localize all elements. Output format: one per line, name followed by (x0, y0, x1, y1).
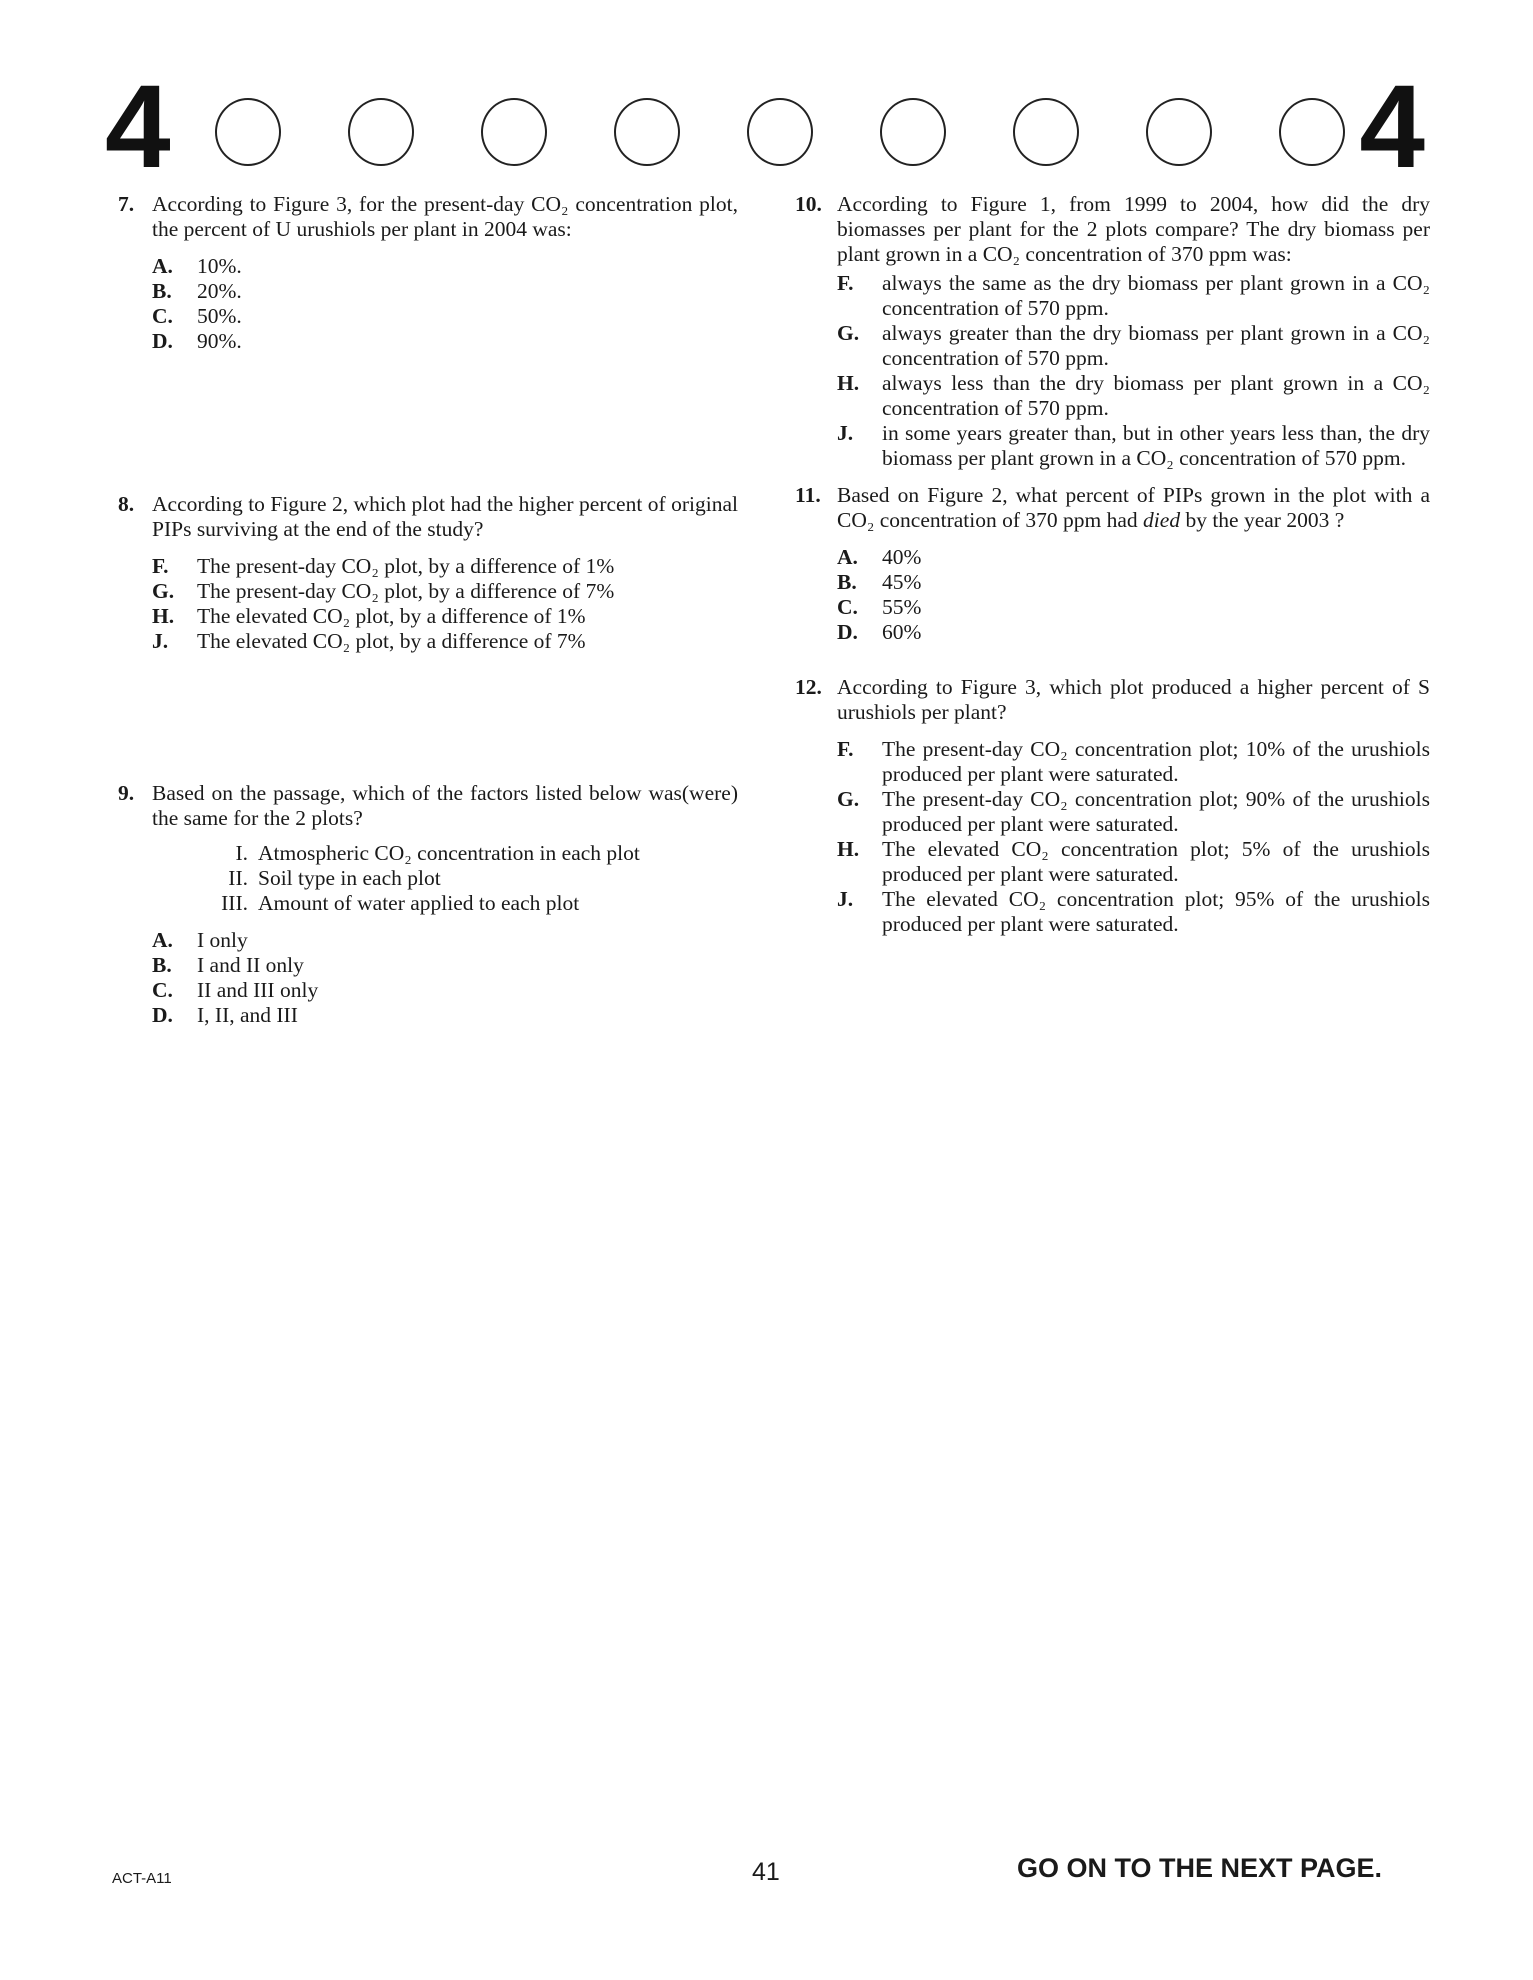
answer-option[interactable] (837, 620, 1430, 645)
option-text: always greater than the dry biomass per plant grown in a CO₂ concentration of 570 ppm. (882, 321, 1430, 370)
question-12 (795, 675, 1430, 937)
answer-option[interactable] (837, 570, 1430, 595)
roman-numeral: II. (228, 866, 248, 890)
option-letter: F. (837, 271, 854, 295)
section-number-right: 4 (1359, 61, 1425, 193)
answer-options (118, 254, 738, 354)
answer-option[interactable] (837, 321, 1430, 371)
option-letter: A. (152, 928, 173, 952)
option-letter: G. (837, 787, 860, 811)
option-letter: F. (152, 554, 169, 578)
question-stem: Based on the passage, which of the factors listed below was(were) the same for the 2 plots? (152, 781, 738, 830)
question-stem: According to Figure 3, for the present-day CO₂ concentration plot, the percent of U urushiols per plant in 2004 was: (152, 192, 738, 241)
question-number: 10. (795, 192, 822, 216)
option-letter: H. (837, 371, 860, 395)
option-text: The present-day CO₂ concentration plot; 10% of the urushiols produced per plant were saturated. (882, 737, 1430, 786)
option-text: always the same as the dry biomass per plant grown in a CO₂ concentration of 570 ppm. (882, 271, 1430, 320)
roman-list (118, 841, 738, 916)
answer-options (118, 928, 738, 1028)
stem-emphasis: died (1143, 508, 1181, 532)
option-text: The present-day CO₂ plot, by a difference of 1% (197, 554, 615, 578)
question-stem (795, 483, 1430, 533)
option-text: 45% (882, 570, 922, 594)
option-letter: J. (152, 629, 169, 653)
left-column (118, 192, 738, 1028)
circle-icon (1146, 98, 1212, 166)
roman-numeral: I. (235, 841, 248, 865)
answer-option[interactable] (152, 579, 738, 604)
question-number: 11. (795, 483, 821, 507)
question-7 (118, 192, 738, 354)
question-stem: According to Figure 1, from 1999 to 2004, how did the dry biomasses per plant for the 2 plots compare? The dry biomass per plant grown in a CO₂ concentration of 370 ppm was: (837, 192, 1430, 266)
question-number: 12. (795, 675, 822, 699)
option-letter: C. (152, 304, 173, 328)
option-letter: B. (152, 279, 172, 303)
circle-icon (1279, 98, 1345, 166)
roman-item (203, 891, 738, 916)
right-column (795, 192, 1430, 937)
circle-icon (747, 98, 813, 166)
answer-options (118, 554, 738, 654)
question-number: 8. (118, 492, 135, 516)
circle-icon (880, 98, 946, 166)
option-text: 20%. (197, 279, 242, 303)
question-number: 7. (118, 192, 135, 216)
question-8 (118, 492, 738, 654)
answer-option[interactable] (152, 928, 738, 953)
option-text: in some years greater than, but in other years less than, the dry biomass per plant grown in a CO₂ concentration of 570 ppm. (882, 421, 1430, 470)
roman-numeral: III. (221, 891, 248, 915)
circle-icon (481, 98, 547, 166)
option-text: 40% (882, 545, 922, 569)
question-number: 9. (118, 781, 135, 805)
answer-option[interactable] (837, 545, 1430, 570)
form-code: ACT-A11 (112, 1870, 172, 1887)
answer-option[interactable] (152, 279, 738, 304)
answer-option[interactable] (837, 595, 1430, 620)
question-10 (795, 192, 1430, 471)
answer-options (795, 271, 1430, 471)
option-text: 50%. (197, 304, 242, 328)
roman-text: Soil type in each plot (258, 866, 441, 890)
option-text: The present-day CO₂ plot, by a difference of 7% (197, 579, 615, 603)
option-letter: D. (837, 620, 858, 644)
roman-item (203, 841, 738, 866)
question-9 (118, 781, 738, 1028)
option-text: 10%. (197, 254, 242, 278)
answer-option[interactable] (152, 1003, 738, 1028)
option-text: I only (197, 928, 248, 952)
page-number: 41 (752, 1858, 780, 1886)
option-letter: J. (837, 421, 854, 445)
option-text: always less than the dry biomass per plant grown in a CO₂ concentration of 570 ppm. (882, 371, 1430, 420)
answer-option[interactable] (152, 604, 738, 629)
option-letter: A. (152, 254, 173, 278)
answer-option[interactable] (152, 329, 738, 354)
option-text: I and II only (197, 953, 304, 977)
option-text: The elevated CO₂ concentration plot; 5% of the urushiols produced per plant were saturated. (882, 837, 1430, 886)
option-text: 90%. (197, 329, 242, 353)
answer-option[interactable] (837, 371, 1430, 421)
answer-option[interactable] (152, 554, 738, 579)
option-text: 55% (882, 595, 922, 619)
question-11 (795, 483, 1430, 645)
section-number-left: 4 (105, 61, 171, 193)
answer-option[interactable] (152, 304, 738, 329)
roman-text: Atmospheric CO₂ concentration in each plot (258, 841, 640, 865)
option-text: II and III only (197, 978, 319, 1002)
option-letter: C. (152, 978, 173, 1002)
stem-text: Based on Figure 2, what percent of PIPs grown in the plot with a CO₂ concentration of 370 ppm had (837, 483, 1430, 532)
answer-option[interactable] (837, 421, 1430, 471)
circle-icon (348, 98, 414, 166)
answer-option[interactable] (837, 271, 1430, 321)
question-stem: According to Figure 3, which plot produced a higher percent of S urushiols per plant? (837, 675, 1430, 724)
answer-option[interactable] (152, 953, 738, 978)
answer-options (795, 545, 1430, 645)
option-letter: G. (837, 321, 860, 345)
answer-options (795, 737, 1430, 937)
option-letter: H. (837, 837, 860, 861)
option-letter: C. (837, 595, 858, 619)
roman-text: Amount of water applied to each plot (258, 891, 580, 915)
option-letter: G. (152, 579, 175, 603)
section-header (105, 61, 1425, 193)
option-text: The present-day CO₂ concentration plot; 90% of the urushiols produced per plant were saturated. (882, 787, 1430, 836)
option-text: The elevated CO₂ concentration plot; 95% of the urushiols produced per plant were saturated. (882, 887, 1430, 936)
option-letter: D. (152, 1003, 173, 1027)
answer-option[interactable] (152, 254, 738, 279)
option-text: The elevated CO₂ plot, by a difference of 7% (197, 629, 586, 653)
answer-option[interactable] (152, 978, 738, 1003)
circle-icon (614, 98, 680, 166)
circle-icon (215, 98, 281, 166)
answer-option[interactable] (152, 629, 738, 654)
option-letter: H. (152, 604, 175, 628)
option-letter: J. (837, 887, 854, 911)
option-letter: F. (837, 737, 854, 761)
option-letter: D. (152, 329, 173, 353)
circle-icon (1013, 98, 1079, 166)
roman-item (203, 866, 738, 891)
answer-option[interactable] (837, 737, 1430, 787)
stem-text: by the year 2003 ? (1180, 508, 1345, 532)
circle-row (215, 92, 1345, 172)
answer-option[interactable] (837, 837, 1430, 887)
answer-option[interactable] (837, 787, 1430, 837)
answer-option[interactable] (837, 887, 1430, 937)
option-letter: B. (152, 953, 172, 977)
question-stem: According to Figure 2, which plot had the higher percent of original PIPs surviving at the end of the study? (152, 492, 738, 541)
next-page-notice: GO ON TO THE NEXT PAGE. (1017, 1853, 1383, 1883)
option-text: 60% (882, 620, 922, 644)
option-letter: B. (837, 570, 857, 594)
option-letter: A. (837, 545, 858, 569)
option-text: The elevated CO₂ plot, by a difference of 1% (197, 604, 586, 628)
option-text: I, II, and III (197, 1003, 298, 1027)
